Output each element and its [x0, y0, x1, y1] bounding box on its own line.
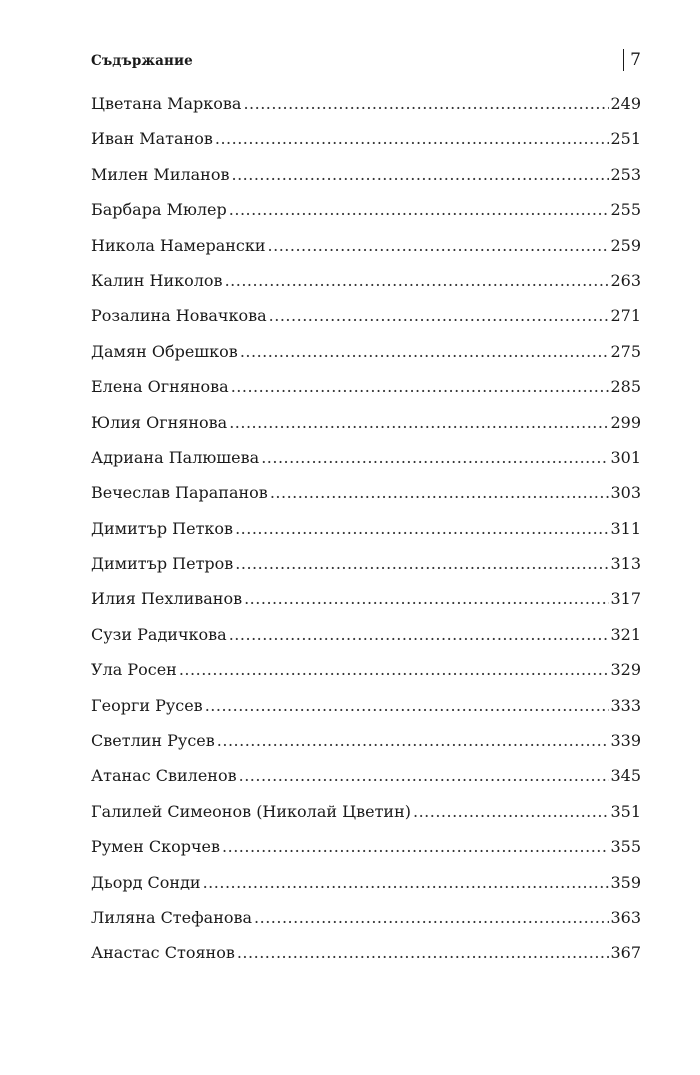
toc-entry-page: 359	[610, 872, 641, 892]
toc-entry	[91, 448, 641, 483]
page-number-block	[623, 48, 641, 72]
toc-entry-name: Дьорд Сонди	[91, 872, 201, 892]
toc-entry-page: 333	[610, 695, 641, 715]
toc-dot-leader	[222, 837, 609, 856]
toc-entry	[91, 554, 641, 589]
toc-dot-leader	[254, 908, 609, 927]
toc-entry-name: Елена Огнянова	[91, 377, 229, 397]
toc-entry	[91, 837, 641, 872]
toc-entry-page: 363	[610, 907, 641, 927]
toc-dot-leader	[244, 589, 609, 608]
toc-entry	[91, 165, 641, 200]
toc-entry-page: 251	[610, 129, 641, 149]
toc-entry-page: 285	[610, 377, 641, 397]
toc-entry-name: Анастас Стоянов	[91, 943, 235, 963]
toc-entry	[91, 342, 641, 377]
toc-entry	[91, 94, 641, 129]
toc-entry-page: 339	[610, 731, 641, 751]
toc-entry-page: 321	[610, 624, 641, 644]
toc-entry-name: Розалина Новачкова	[91, 306, 267, 326]
toc-entry	[91, 625, 641, 660]
toc-entry	[91, 660, 641, 695]
toc-entry	[91, 589, 641, 624]
toc-entry-page: 301	[610, 447, 641, 467]
toc-entry	[91, 908, 641, 943]
toc-entry-name: Иван Матанов	[91, 129, 213, 149]
toc-dot-leader	[270, 483, 610, 502]
toc-entry	[91, 731, 641, 766]
toc-dot-leader	[243, 94, 609, 113]
toc-entry-page: 303	[610, 483, 641, 503]
toc-dot-leader	[237, 943, 610, 962]
toc-entry-name: Румен Скорчев	[91, 837, 221, 857]
toc-entry-page: 317	[610, 589, 641, 609]
toc-entry-page: 351	[610, 801, 641, 821]
toc-entry-name: Лиляна Стефанова	[91, 907, 253, 927]
toc-entry	[91, 271, 641, 306]
toc-entry-name: Светлин Русев	[91, 731, 215, 751]
toc-entry-name: Сузи Радичкова	[91, 624, 227, 644]
toc-entry-page: 249	[610, 94, 641, 113]
toc-entry	[91, 200, 641, 235]
toc-entry-name: Цветана Маркова	[91, 94, 242, 113]
toc-entry-name: Димитър Петров	[91, 554, 234, 574]
toc-dot-leader	[239, 766, 610, 785]
toc-dot-leader	[231, 165, 609, 184]
toc-entry	[91, 129, 641, 164]
toc-dot-leader	[225, 271, 610, 290]
toc-entry-name: Вечеслав Парапанов	[91, 483, 268, 503]
toc-entry-page: 259	[610, 235, 641, 255]
toc-entry-page: 313	[610, 554, 641, 574]
toc-entry-page: 367	[610, 943, 641, 963]
toc-entry-page: 275	[610, 341, 641, 361]
toc-entry	[91, 943, 641, 978]
toc-dot-leader	[229, 200, 610, 219]
toc-entry-page: 263	[610, 270, 641, 290]
toc-entry	[91, 236, 641, 271]
toc-entry-name: Дамян Обрешков	[91, 341, 238, 361]
toc-entry	[91, 483, 641, 518]
toc-dot-leader	[229, 625, 610, 644]
toc-entry	[91, 873, 641, 908]
toc-entry-name: Милен Миланов	[91, 164, 230, 184]
toc-entry-page: 345	[610, 766, 641, 786]
toc-entry	[91, 802, 641, 837]
toc-entry-name: Илия Пехливанов	[91, 589, 243, 609]
toc-dot-leader	[240, 342, 610, 361]
toc-dot-leader	[217, 731, 610, 750]
toc-entry	[91, 766, 641, 801]
toc-entry-name: Атанас Свиленов	[91, 766, 237, 786]
toc-entry-name: Адриана Палюшева	[91, 447, 260, 467]
toc-dot-leader	[231, 377, 610, 396]
toc-dot-leader	[215, 129, 610, 148]
toc-entry-name: Калин Николов	[91, 270, 223, 290]
toc-dot-leader	[268, 236, 610, 255]
toc-entry-name: Георги Русев	[91, 695, 203, 715]
toc-dot-leader	[269, 306, 610, 325]
toc-dot-leader	[205, 696, 610, 715]
toc-dot-leader	[229, 413, 609, 432]
toc-entry-page: 253	[610, 164, 641, 184]
toc-entry-name: Ула Росен	[91, 660, 177, 680]
page-header	[91, 48, 641, 72]
toc-dot-leader	[261, 448, 609, 467]
toc-entry	[91, 377, 641, 412]
toc-entry	[91, 519, 641, 554]
toc-entry	[91, 306, 641, 341]
toc-entry-name: Юлия Огнянова	[91, 412, 228, 432]
toc-dot-leader	[235, 519, 609, 538]
toc-dot-leader	[179, 660, 610, 679]
page-number-divider	[623, 49, 624, 71]
toc-dot-leader	[413, 802, 609, 821]
toc-entry-page: 299	[610, 412, 641, 432]
section-title: Съдържание	[91, 53, 193, 69]
toc-entry	[91, 413, 641, 448]
toc-entry-name: Галилей Симеонов (Николай Цветин)	[91, 801, 411, 821]
toc-dot-leader	[235, 554, 609, 573]
toc-entry-page: 329	[610, 660, 641, 680]
toc-entry-page: 255	[610, 200, 641, 220]
table-of-contents	[91, 94, 641, 979]
page-number: 7	[630, 49, 641, 70]
toc-entry-page: 311	[610, 518, 641, 538]
toc-dot-leader	[203, 873, 610, 892]
toc-entry-page: 271	[610, 306, 641, 326]
toc-entry-name: Димитър Петков	[91, 518, 234, 538]
toc-entry-page: 355	[610, 837, 641, 857]
toc-entry	[91, 696, 641, 731]
toc-entry-name: Никола Намерански	[91, 235, 266, 255]
toc-entry-name: Барбара Мюлер	[91, 200, 227, 220]
